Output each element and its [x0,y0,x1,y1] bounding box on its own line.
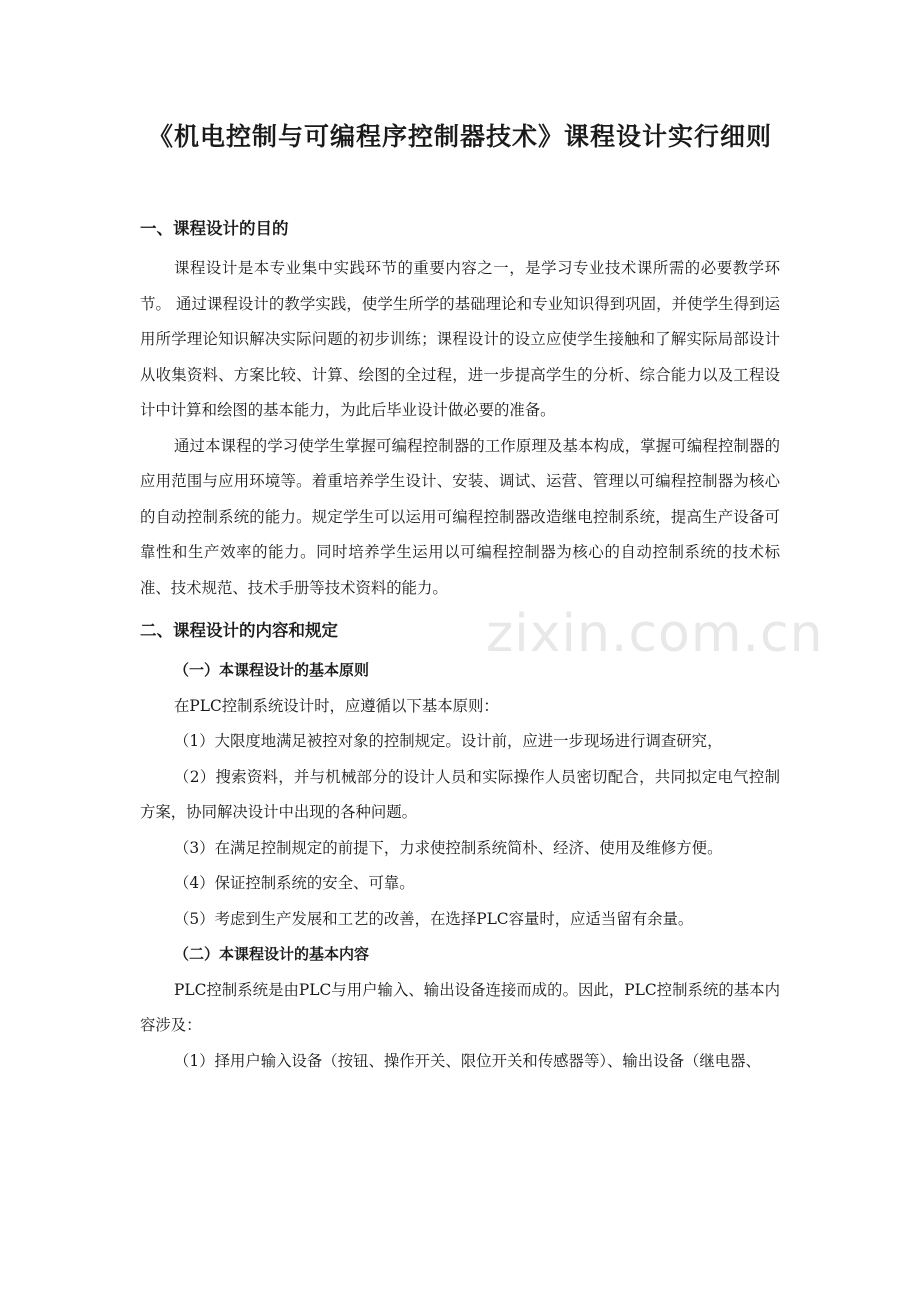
subsection-heading-principles: （一）本课程设计的基本原则 [174,661,370,679]
section-heading-content: 二、课程设计的内容和规定 [140,621,338,640]
document-title: 《机电控制与可编程序控制器技术》课程设计实行细则 [147,122,772,151]
list-item: （5）考虑到生产发展和工艺的改善，在选择PLC容量时，应适当留有余量。 [174,909,694,928]
paragraph: 通过本课程的学习使学生掌握可编程控制器的工作原理及基本构成，掌握可编程控制器的应用范围与应用环境等。着重培养学生设计、安装、调试、运营、管理以可编程控制器为核心的自动控制系统的能力。规定学生可以运用可编程控制器改造继电控制系统，提高生产设备可靠性和生产效率的能力。同时培养学生运用以可编程控制器为核心的自动控制系统的技术标准、技术规范、技术手册等技术资料的能力。 [140,436,780,597]
list-item: （1）大限度地满足被控对象的控制规定。设计前，应进一步现场进行调查研究， [174,732,723,750]
watermark: zixin.com.cn [486,604,824,664]
subsection-heading-basic-content: （二）本课程设计的基本内容 [174,945,370,963]
list-item: （1）择用户输入设备（按钮、操作开关、限位开关和传感器等）、输出设备（继电器、 [174,1051,761,1070]
list-item: （3）在满足控制规定的前提下，力求使控制系统简朴、经济、使用及维修方便。 [174,838,723,857]
paragraph: 课程设计是本专业集中实践环节的重要内容之一，是学习专业技术课所需的必要教学环节。 通过课程设计的教学实践，使学生所学的基础理论和专业知识得到巩固，并使学生得到运用所学理论知识解决实际问题的初步训练；课程设计的设立应使学生接触和了解实际局部设计从收集资料、方案比较、计算、绘图的全过程，进一步提高学生的分析、综合能力以及工程设计中计算和绘图的基本能力，为此后毕业设计做必要的准备。 [140,259,780,419]
paragraph: 在PLC控制系统设计时，应遵循以下基本原则： [174,696,499,715]
document-body [140,210,780,1079]
paragraph: PLC控制系统是由PLC与用户输入、输出设备连接而成的。因此，PLC控制系统的基本内容涉及： [140,980,780,1034]
list-item: （4）保证控制系统的安全、可靠。 [174,874,415,892]
list-item: （2）搜索资料，并与机械部分的设计人员和实际操作人员密切配合，共同拟定电气控制方案，协同解决设计中出现的各种问题。 [140,767,780,821]
section-heading-purpose: 一、课程设计的目的 [140,219,289,238]
